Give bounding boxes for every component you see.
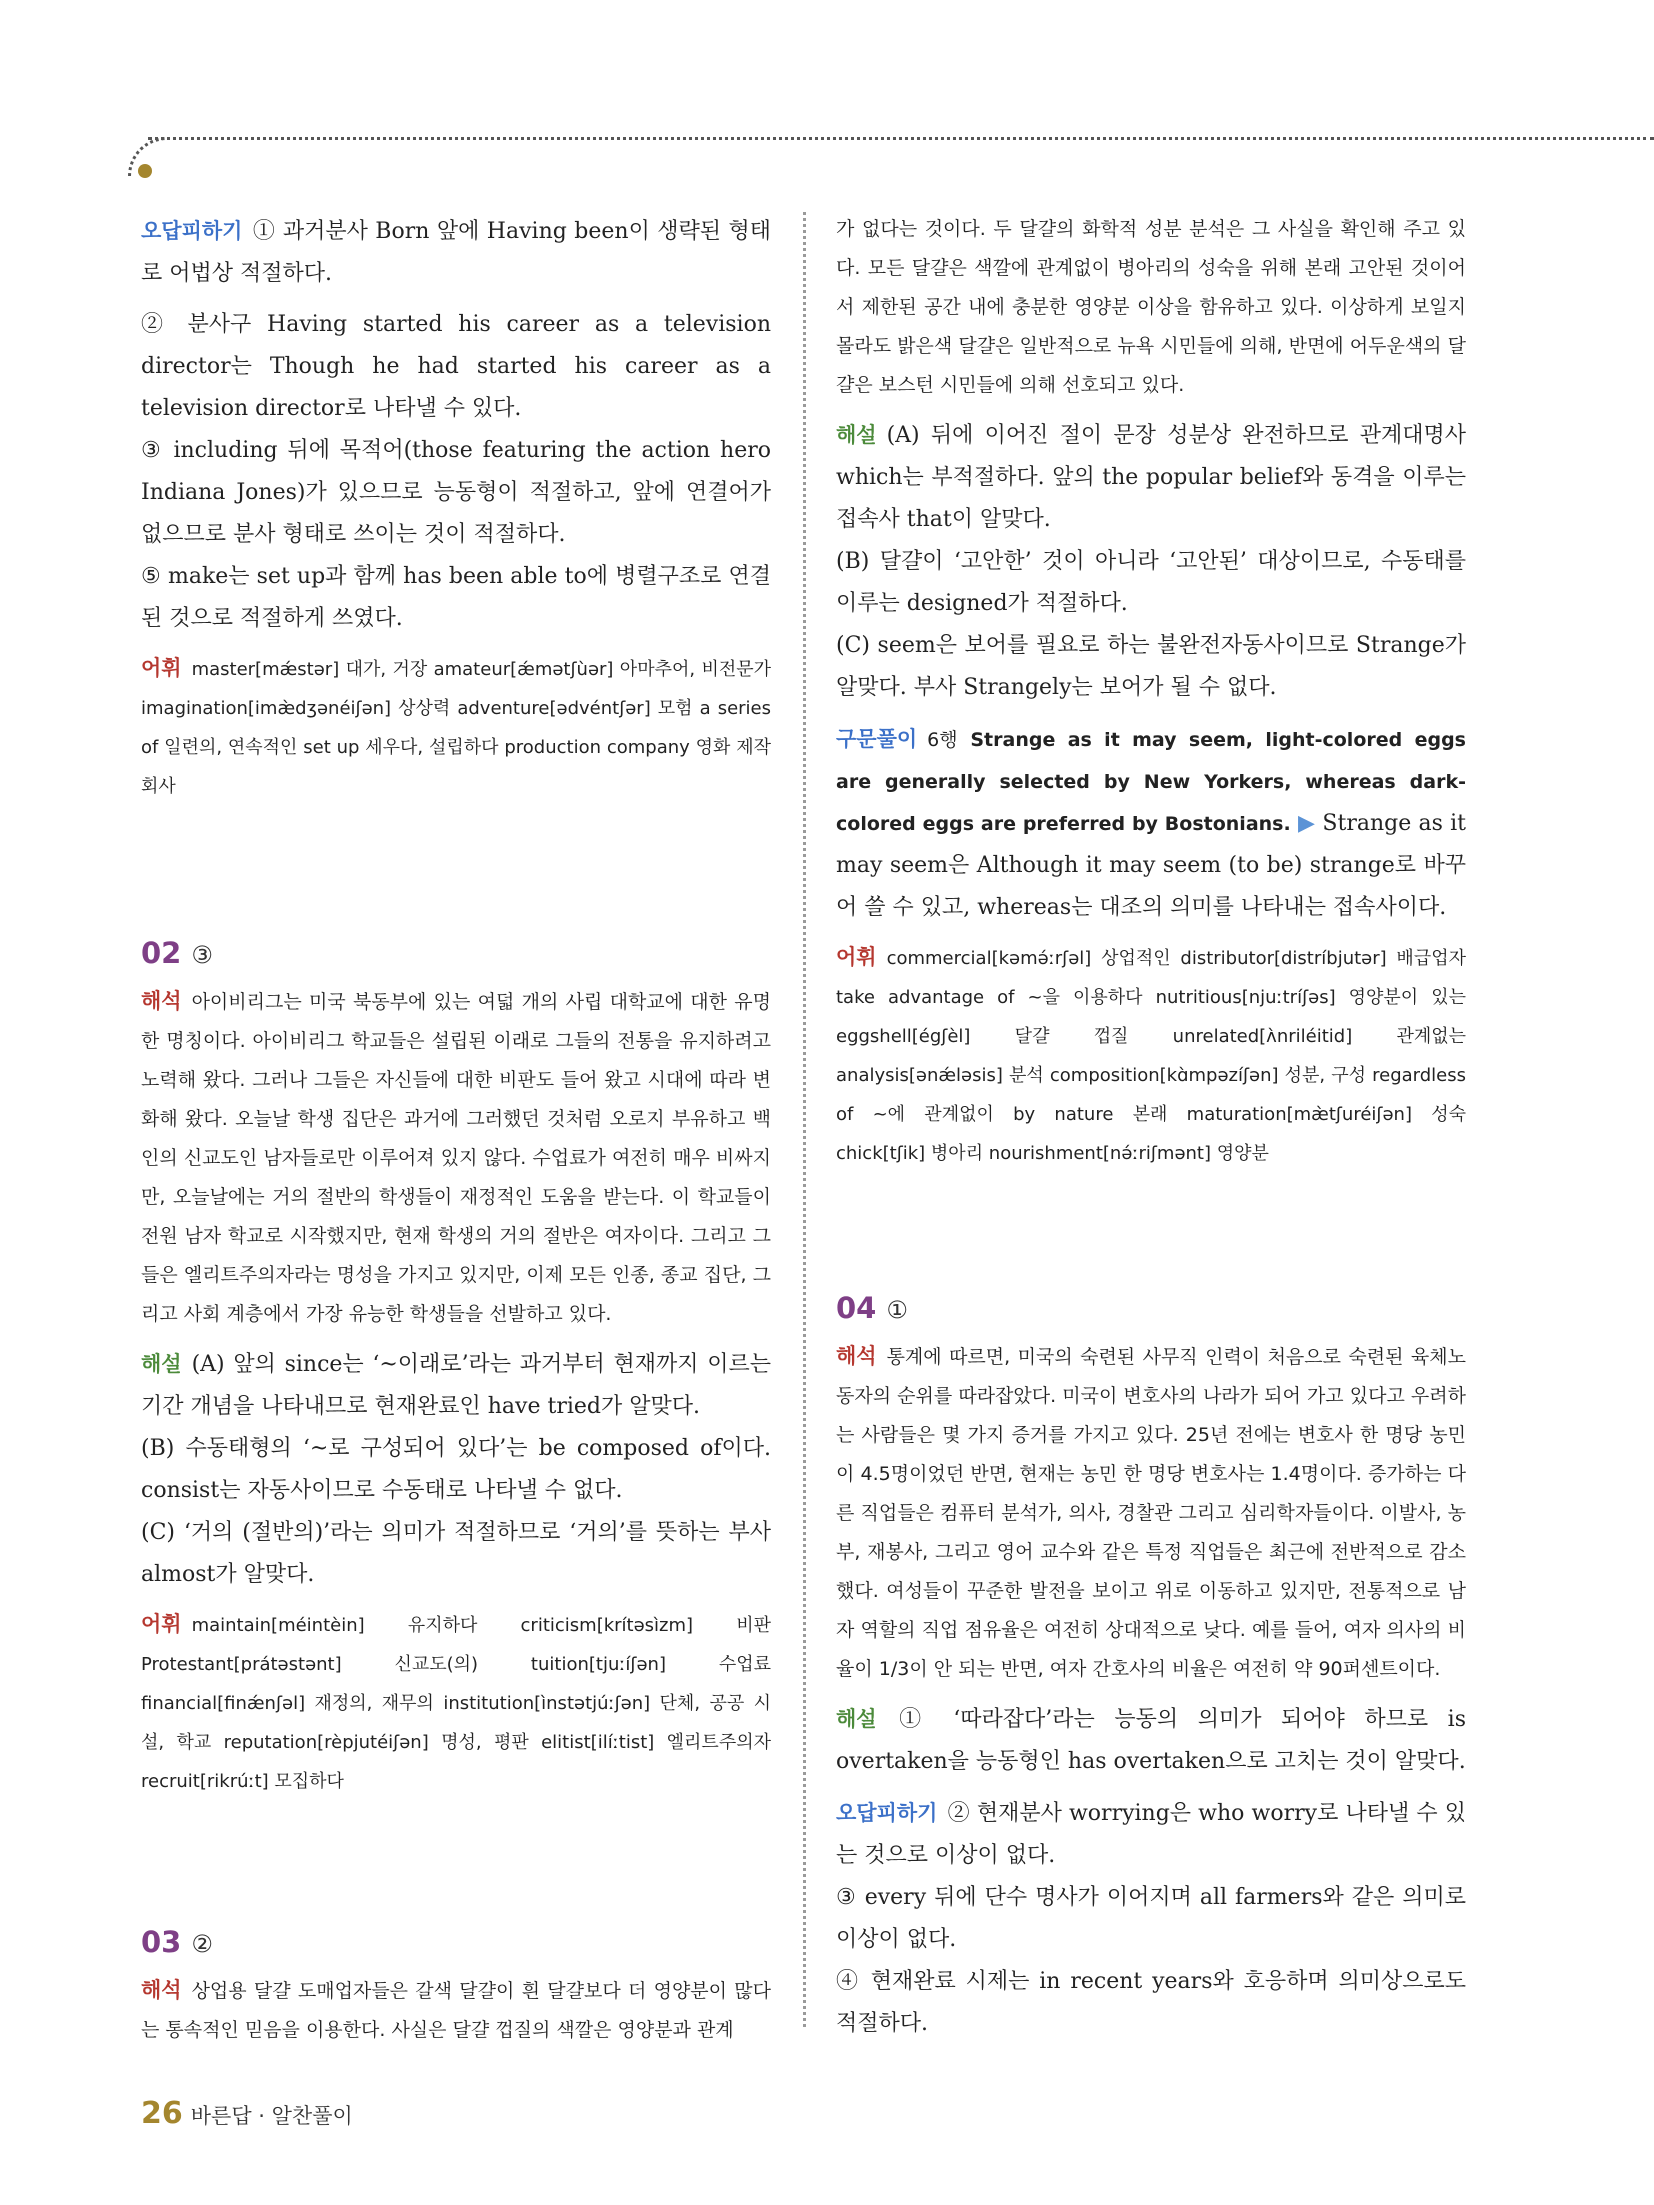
q3-exp-c: (C) seem은 보어를 필요로 하는 불완전자동사이므로 Strange가 알맞다. 부사 Strangely는 보어가 될 수 없다. bbox=[836, 633, 1466, 700]
q3-number: 03 bbox=[141, 1925, 182, 1959]
trans-tag: 해석 bbox=[836, 1344, 877, 1368]
header-bullet-dot bbox=[138, 164, 152, 178]
q4-number: 04 bbox=[836, 1291, 877, 1325]
struct-note: Strange as it may seem은 Although it may seem (to be) strange로 바꾸어 쓸 수 있고, whereas는 대조의 의미를 나타내는 접속사이다. bbox=[836, 811, 1467, 920]
q1-odap-1: 오답피하기 ① 과거분사 Born 앞에 Having been이 생략된 형태로 어법상 적절하다. bbox=[141, 219, 771, 286]
struct-line: 6행 bbox=[927, 729, 958, 751]
q1-odap-5: ⑤ make는 set up과 함께 has been able to에 병렬구조로 연결된 것으로 적절하게 쓰였다. bbox=[141, 564, 771, 631]
q2-exp-c: (C) ‘거의 (절반의)’라는 의미가 적절하므로 ‘거의’를 뜻하는 부사 almost가 알맞다. bbox=[141, 1520, 771, 1587]
right-column bbox=[836, 210, 1466, 2045]
q3-translation-cont: 가 없다는 것이다. 두 달걀의 화학적 성분 분석은 그 사실을 확인해 주고 있다. 모든 달걀은 색깔에 관계없이 병아리의 성숙을 위해 본래 고안된 것이어서 제한된 공간 내에 충분한 영양분 이상을 함유하고 있다. 이상하게 보일지 몰라도 밝은색 달걀은 일반적으로 뉴욕 시민들에 의해, 반면에 어두운색의 달걀은 보스턴 시민들에 의해 선호되고 있다. bbox=[836, 218, 1466, 396]
q4-translation: 해석 통계에 따르면, 미국의 숙련된 사무직 인력이 처음으로 숙련된 육체노동자의 순위를 따라잡았다. 미국이 변호사의 나라가 되어 가고 있다고 우려하는 사람들은 몇 가지 증거를 가지고 있다. 25년 전에는 변호사 한 명당 농민이 4.5명이었던 반면, 현재는 농민 한 명당 변호사는 1.4명이다. 증가하는 다른 직업들은 컴퓨터 분석가, 의사, 경찰관 그리고 심리학자들이다. 이발사, 농부, 재봉사, 그리고 영어 교수와 같은 특정 직업들은 최근에 전반적으로 감소했다. 여성들이 꾸준한 발전을 보이고 위로 이동하고 있지만, 전통적으로 남자 역할의 직업 점유율은 여전히 상대적으로 낮다. 예를 들어, 여자 의사의 비율이 1/3이 안 되는 반면, 여자 간호사의 비율은 여전히 약 90퍼센트이다. bbox=[836, 1344, 1466, 1680]
page-footer bbox=[141, 2096, 353, 2131]
q1-odap-3: ③ including 뒤에 목적어(those featuring the action hero Indiana Jones)가 있으므로 능동형이 적절하고, 앞에 연결어가 없으므로 분사 형태로 쓰이는 것이 적절하다. bbox=[141, 438, 771, 547]
q3-vocab: 어휘 commercial[kəmə́ːrʃəl] 상업적인 distributor[distríbjutər] 배급업자 take advantage of ~을 이용하다 nutritious[njuːtríʃəs] 영양분이 있는 eggshell[égʃèl] 달걀 껍질 unrelated[ʌ̀nriléitid] 관계없는 analysis[ənǽləsis] 분석 composition[kɑ̀mpəzíʃən] 성분, 구성 regardless of ~에 관계없이 by nature 본래 maturation[mæ̀tʃuréiʃən] 성숙 chick[tʃik] 병아리 nourishment[nə́ːriʃmənt] 영양분 bbox=[836, 945, 1466, 1164]
q1-vocab: 어휘 master[mǽstər] 대가, 거장 amateur[ǽmətʃùər] 아마추어, 비전문가 imagination[imæ̀dʒənéiʃən] 상상력 adventure[ədvéntʃər] 모험 a series of 일련의, 연속적인 set up 세우다, 설립하다 production company 영화 제작 회사 bbox=[141, 656, 771, 797]
q3-structure bbox=[836, 718, 1466, 929]
exp-tag: 해설 bbox=[836, 423, 877, 447]
q4-heading bbox=[836, 1285, 1466, 1333]
vocab-tag: 어휘 bbox=[141, 656, 182, 680]
q2-translation: 해석 아이비리그는 미국 북동부에 있는 여덟 개의 사립 대학교에 대한 유명한 명칭이다. 아이비리그 학교들은 설립된 이래로 그들의 전통을 유지하려고 노력해 왔다. 그러나 그들은 자신들에 대한 비판도 들어 왔고 시대에 따라 변화해 왔다. 오늘날 학생 집단은 과거에 그러했던 것처럼 오로지 부유하고 백인의 신교도인 남자들로만 이루어져 있지 않다. 수업료가 여전히 매우 비싸지만, 오늘날에는 거의 절반의 학생들이 재정적인 도움을 받는다. 이 학교들이 전원 남자 학교로 시작했지만, 현재 학생의 거의 절반은 여자이다. 그리고 그들은 엘리트주의자라는 명성을 가지고 있지만, 이제 모든 인종, 종교 집단, 그리고 사회 계층에서 가장 유능한 학생들을 선발하고 있다. bbox=[141, 989, 771, 1325]
q3-translation-start: 해석 상업용 달걀 도매업자들은 갈색 달걀이 흰 달걀보다 더 영양분이 많다는 통속적인 믿음을 이용한다. 사실은 달걀 껍질의 색깔은 영양분과 관계 bbox=[141, 1978, 771, 2041]
column-divider bbox=[803, 212, 806, 2027]
q1-odap-2: ② 분사구 Having started his career as a television director는 Though he had started his career as a television director로 나타낼 수 있다. bbox=[141, 312, 771, 421]
struct-tag: 구문풀이 bbox=[836, 727, 918, 751]
q3-answer: ② bbox=[191, 1930, 213, 1958]
q2-number: 02 bbox=[141, 936, 182, 970]
q2-answer: ③ bbox=[191, 941, 213, 969]
q4-exp: 해설 ① ‘따라잡다’라는 능동의 의미가 되어야 하므로 is overtaken을 능동형인 has overtaken으로 고치는 것이 알맞다. bbox=[836, 1707, 1466, 1774]
left-column bbox=[141, 210, 771, 2050]
q3-exp-b: (B) 달걀이 ‘고안한’ 것이 아니라 ‘고안된’ 대상이므로, 수동태를 이루는 designed가 적절하다. bbox=[836, 549, 1466, 616]
odap-tag: 오답피하기 bbox=[836, 1801, 938, 1825]
q2-heading bbox=[141, 930, 771, 978]
page-number: 26 bbox=[141, 2096, 183, 2131]
q2-exp-b: (B) 수동태형의 ‘~로 구성되어 있다’는 be composed of이다. consist는 자동사이므로 수동태로 나타낼 수 없다. bbox=[141, 1436, 771, 1503]
trans-tag: 해석 bbox=[141, 1978, 182, 2002]
header-dotted-rule bbox=[148, 137, 1654, 140]
footer-text: 바른답 · 알찬풀이 bbox=[190, 2104, 353, 2128]
exp-tag: 해설 bbox=[836, 1707, 877, 1731]
exp-tag: 해설 bbox=[141, 1352, 182, 1376]
q3-exp-a: 해설 (A) 뒤에 이어진 절이 문장 성분상 완전하므로 관계대명사 which는 부적절하다. 앞의 the popular belief와 동격을 이루는 접속사 that이 알맞다. bbox=[836, 423, 1466, 532]
trans-tag: 해석 bbox=[141, 989, 182, 1013]
odap-tag: 오답피하기 bbox=[141, 219, 243, 243]
vocab-tag: 어휘 bbox=[836, 945, 877, 969]
struct-sentence: Strange as it may seem, light-colored eggs are generally selected by New Yorkers, whereas dark-colored eggs are preferred by Bostonians. bbox=[836, 729, 1466, 835]
q3-heading bbox=[141, 1919, 771, 1967]
arrow-icon: ▶ bbox=[1297, 811, 1316, 836]
q2-vocab: 어휘 maintain[méintèin] 유지하다 criticism[krítəsìzm] 비판 Protestant[prátəstənt] 신교도(의) tuition[tjuːíʃən] 수업료 financial[finǽnʃəl] 재정의, 재무의 institution[ìnstətjúːʃən] 단체, 공공 시설, 학교 reputation[rèpjutéiʃən] 명성, 평판 elitist[ilíːtist] 엘리트주의자 recruit[rikrúːt] 모집하다 bbox=[141, 1612, 771, 1792]
q4-odap-2: 오답피하기 ② 현재분사 worrying은 who worry로 나타낼 수 있는 것으로 이상이 없다. bbox=[836, 1801, 1466, 1868]
q4-answer: ① bbox=[886, 1296, 908, 1324]
q4-odap-3: ③ every 뒤에 단수 명사가 이어지며 all farmers와 같은 의미로 이상이 없다. bbox=[836, 1885, 1466, 1952]
q2-exp-a: 해설 (A) 앞의 since는 ‘~이래로’라는 과거부터 현재까지 이르는 기간 개념을 나타내므로 현재완료인 have tried가 알맞다. bbox=[141, 1352, 771, 1419]
vocab-tag: 어휘 bbox=[141, 1612, 182, 1636]
q4-odap-4: ④ 현재완료 시제는 in recent years와 호응하며 의미상으로도 적절하다. bbox=[836, 1969, 1466, 2036]
